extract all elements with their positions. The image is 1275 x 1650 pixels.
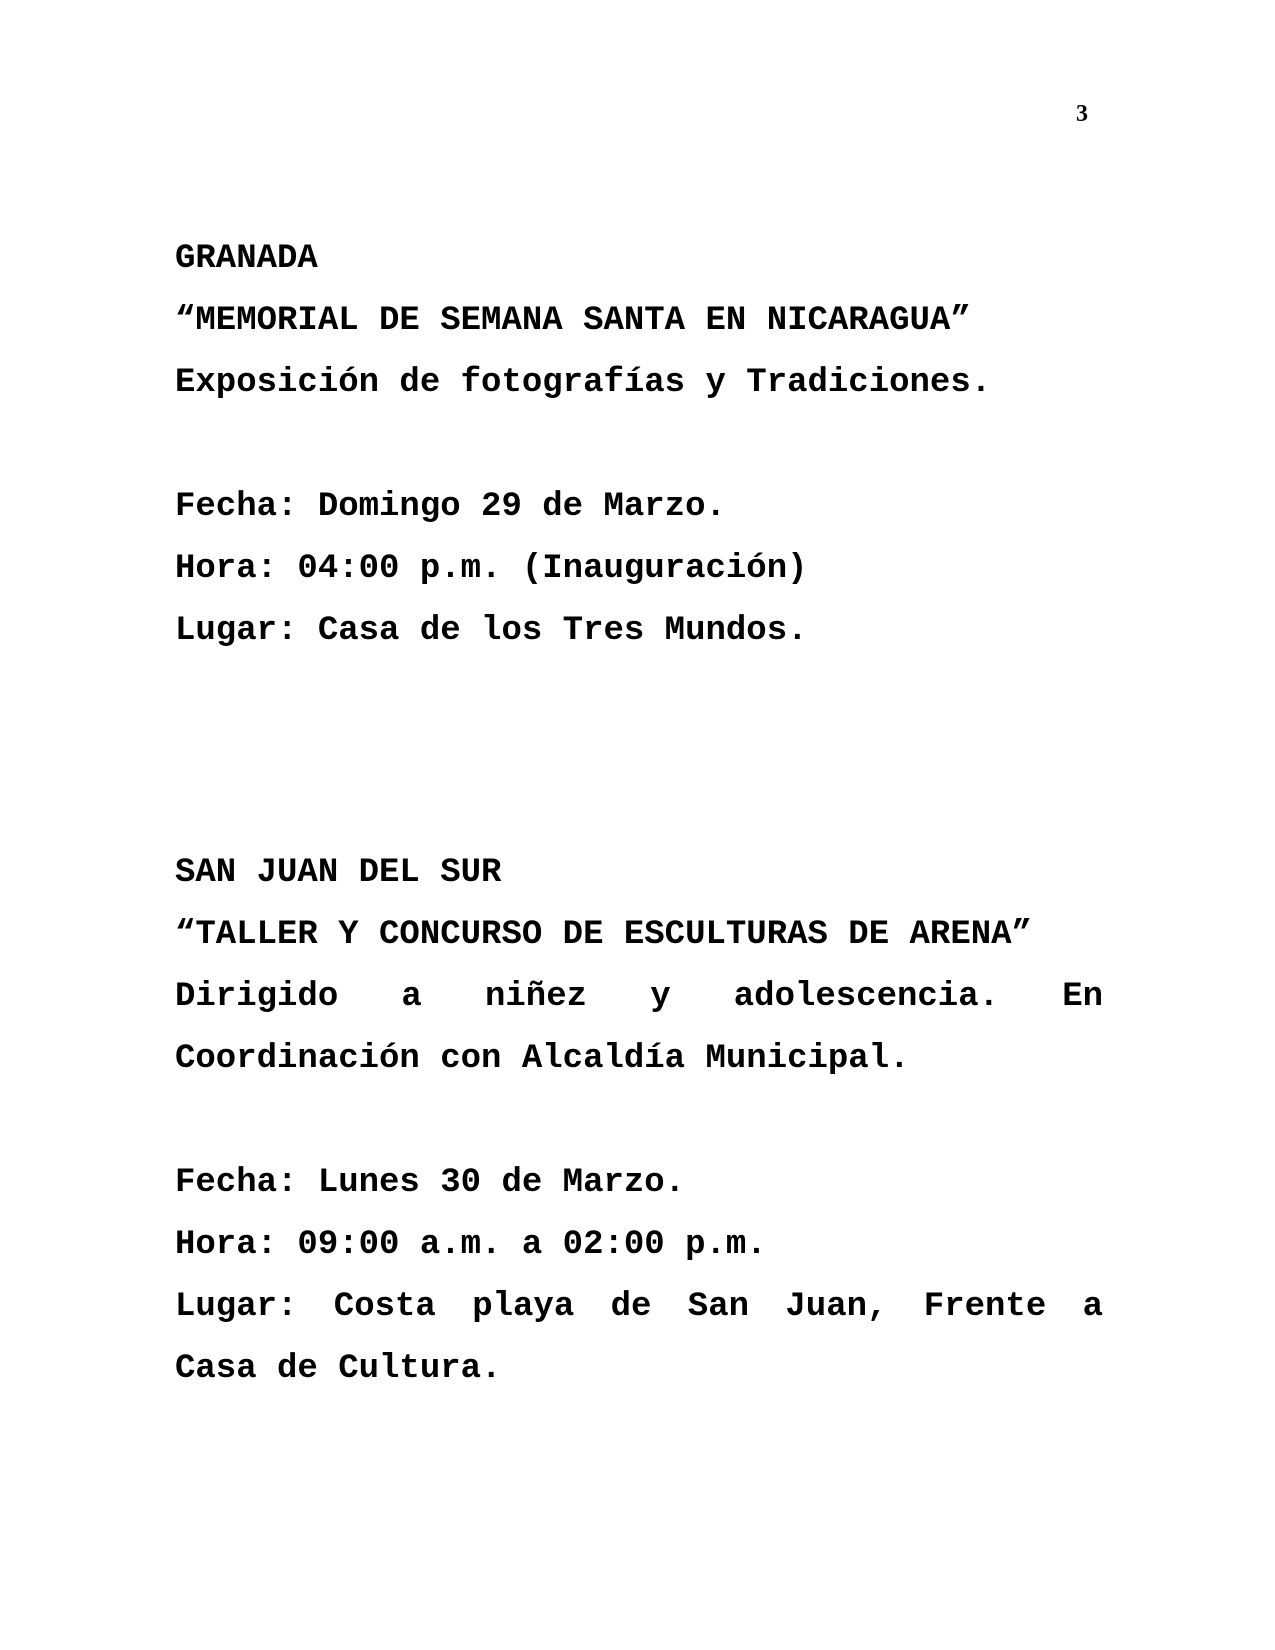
page-number: 3 (1076, 101, 1088, 127)
event-location-line-2: Casa de Cultura. (175, 1350, 502, 1388)
location-word: Lugar: (175, 1288, 298, 1326)
location-word: Juan, (785, 1288, 888, 1326)
description-word: niñez (484, 978, 588, 1016)
spacer (175, 1090, 1103, 1152)
event-title: “TALLER Y CONCURSO DE ESCULTURAS DE ARENA” (175, 916, 1032, 954)
location-word: de (610, 1288, 652, 1326)
region-heading: GRANADA (175, 240, 318, 278)
description-word: a (401, 978, 422, 1016)
event-title: “MEMORIAL DE SEMANA SANTA EN NICARAGUA” (175, 302, 971, 340)
description-word: Dirigido (175, 978, 339, 1016)
location-word: a (1082, 1288, 1103, 1326)
spacer (175, 414, 1103, 476)
location-word: San (687, 1288, 750, 1326)
location-word: playa (472, 1288, 575, 1326)
event-description-line-1 (175, 966, 1103, 1028)
event-description: Exposición de fotografías y Tradiciones. (175, 364, 992, 402)
event-section-granada (175, 228, 1103, 662)
event-date: Fecha: Domingo 29 de Marzo. (175, 488, 726, 526)
region-heading: SAN JUAN DEL SUR (175, 854, 502, 892)
event-time: Hora: 09:00 a.m. a 02:00 p.m. (175, 1226, 767, 1264)
event-description-line-2: Coordinación con Alcaldía Municipal. (175, 1040, 910, 1078)
event-location: Lugar: Casa de los Tres Mundos. (175, 612, 808, 650)
event-date: Fecha: Lunes 30 de Marzo. (175, 1164, 686, 1202)
description-word: y (650, 978, 671, 1016)
event-time: Hora: 04:00 p.m. (Inauguración) (175, 550, 808, 588)
location-word: Costa (333, 1288, 436, 1326)
description-word: adolescencia. (733, 978, 1000, 1016)
event-section-san-juan-del-sur (175, 842, 1103, 1400)
location-word: Frente (923, 1288, 1047, 1326)
event-location-line-1 (175, 1276, 1103, 1338)
description-word: En (1062, 978, 1103, 1016)
